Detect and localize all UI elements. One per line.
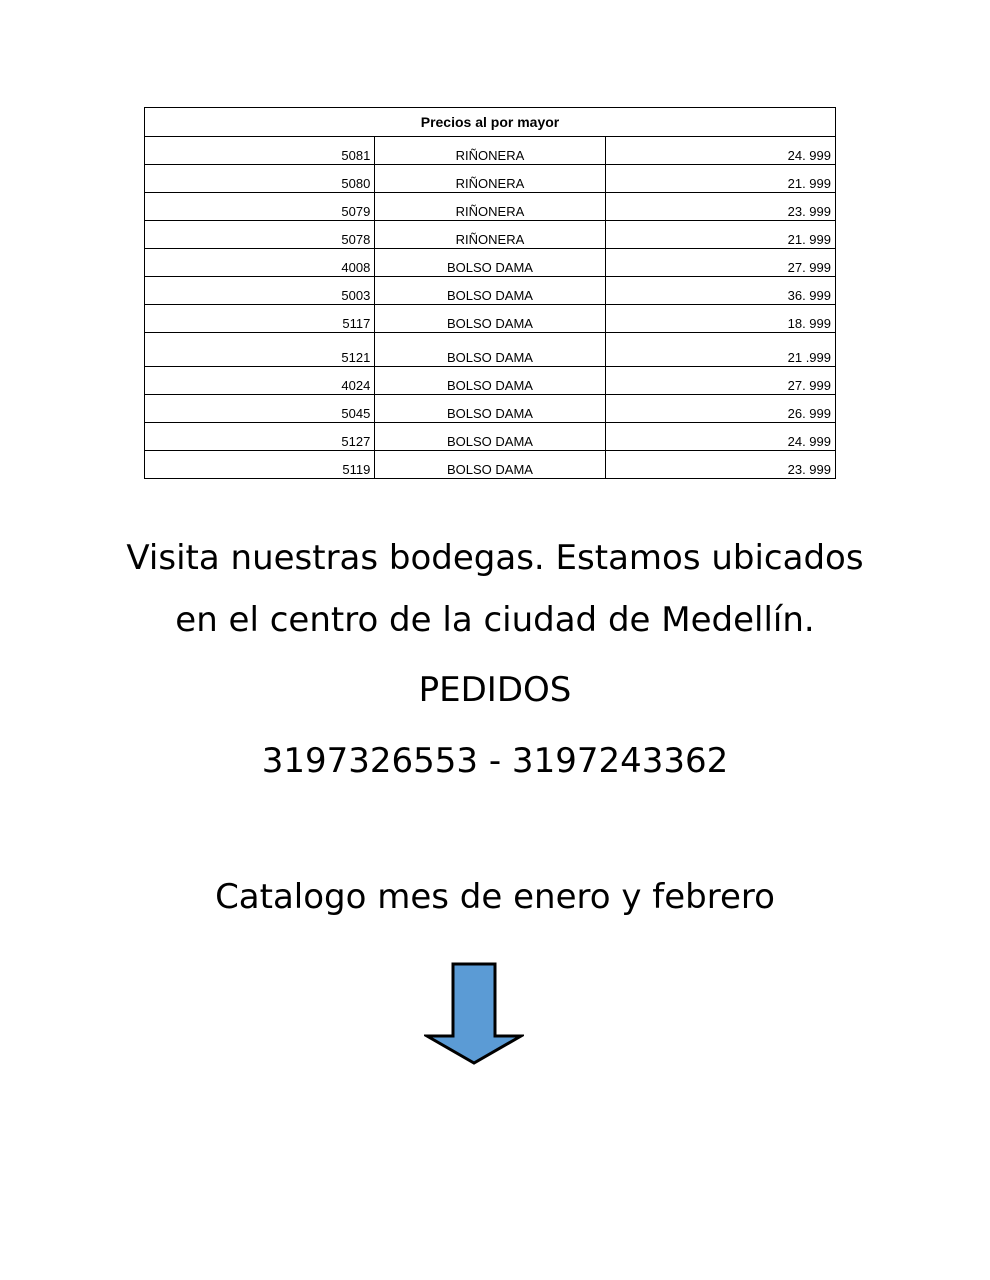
product-price: 23. 999: [605, 193, 835, 221]
table-row: [145, 367, 836, 395]
product-name: BOLSO DAMA: [375, 305, 605, 333]
product-code: 4008: [145, 249, 375, 277]
product-name: BOLSO DAMA: [375, 367, 605, 395]
table-row: [145, 333, 836, 367]
store-visit-text: Visita nuestras bodegas. Estamos ubicados: [126, 538, 864, 578]
arrow-down-icon: [424, 962, 524, 1066]
product-price: 24. 999: [605, 137, 835, 165]
product-code: 5117: [145, 305, 375, 333]
product-code: 5045: [145, 395, 375, 423]
product-code: 5121: [145, 333, 375, 367]
table-row: [145, 277, 836, 305]
table-row: [145, 249, 836, 277]
product-name: BOLSO DAMA: [375, 249, 605, 277]
table-row: [145, 137, 836, 165]
product-price: 27. 999: [605, 249, 835, 277]
product-code: 5127: [145, 423, 375, 451]
product-name: RIÑONERA: [375, 193, 605, 221]
table-row: [145, 305, 836, 333]
product-name: BOLSO DAMA: [375, 423, 605, 451]
phone-numbers: 3197326553 - 3197243362: [261, 741, 729, 781]
product-name: BOLSO DAMA: [375, 277, 605, 305]
price-table: [144, 107, 836, 479]
product-price: 24. 999: [605, 423, 835, 451]
catalog-title: Catalogo mes de enero y febrero: [215, 877, 775, 917]
product-price: 18. 999: [605, 305, 835, 333]
product-name: RIÑONERA: [375, 221, 605, 249]
table-header-row: [145, 108, 836, 137]
table-row: [145, 221, 836, 249]
table-row: [145, 165, 836, 193]
table-row: [145, 193, 836, 221]
product-name: BOLSO DAMA: [375, 451, 605, 479]
product-price: 21. 999: [605, 221, 835, 249]
table-row: [145, 395, 836, 423]
product-name: RIÑONERA: [375, 137, 605, 165]
product-price: 26. 999: [605, 395, 835, 423]
product-name: BOLSO DAMA: [375, 395, 605, 423]
product-code: 5003: [145, 277, 375, 305]
product-code: 4024: [145, 367, 375, 395]
product-code: 5078: [145, 221, 375, 249]
product-price: 36. 999: [605, 277, 835, 305]
product-price: 27. 999: [605, 367, 835, 395]
table-row: [145, 423, 836, 451]
product-code: 5079: [145, 193, 375, 221]
orders-label: PEDIDOS: [418, 670, 572, 710]
table-title: Precios al por mayor: [145, 108, 836, 137]
product-code: 5119: [145, 451, 375, 479]
product-code: 5081: [145, 137, 375, 165]
product-name: BOLSO DAMA: [375, 333, 605, 367]
store-location-text: en el centro de la ciudad de Medellín.: [175, 600, 815, 640]
product-price: 23. 999: [605, 451, 835, 479]
product-name: RIÑONERA: [375, 165, 605, 193]
table-row: [145, 451, 836, 479]
arrow-down-shape: [427, 964, 521, 1063]
product-price: 21 .999: [605, 333, 835, 367]
product-price: 21. 999: [605, 165, 835, 193]
product-code: 5080: [145, 165, 375, 193]
